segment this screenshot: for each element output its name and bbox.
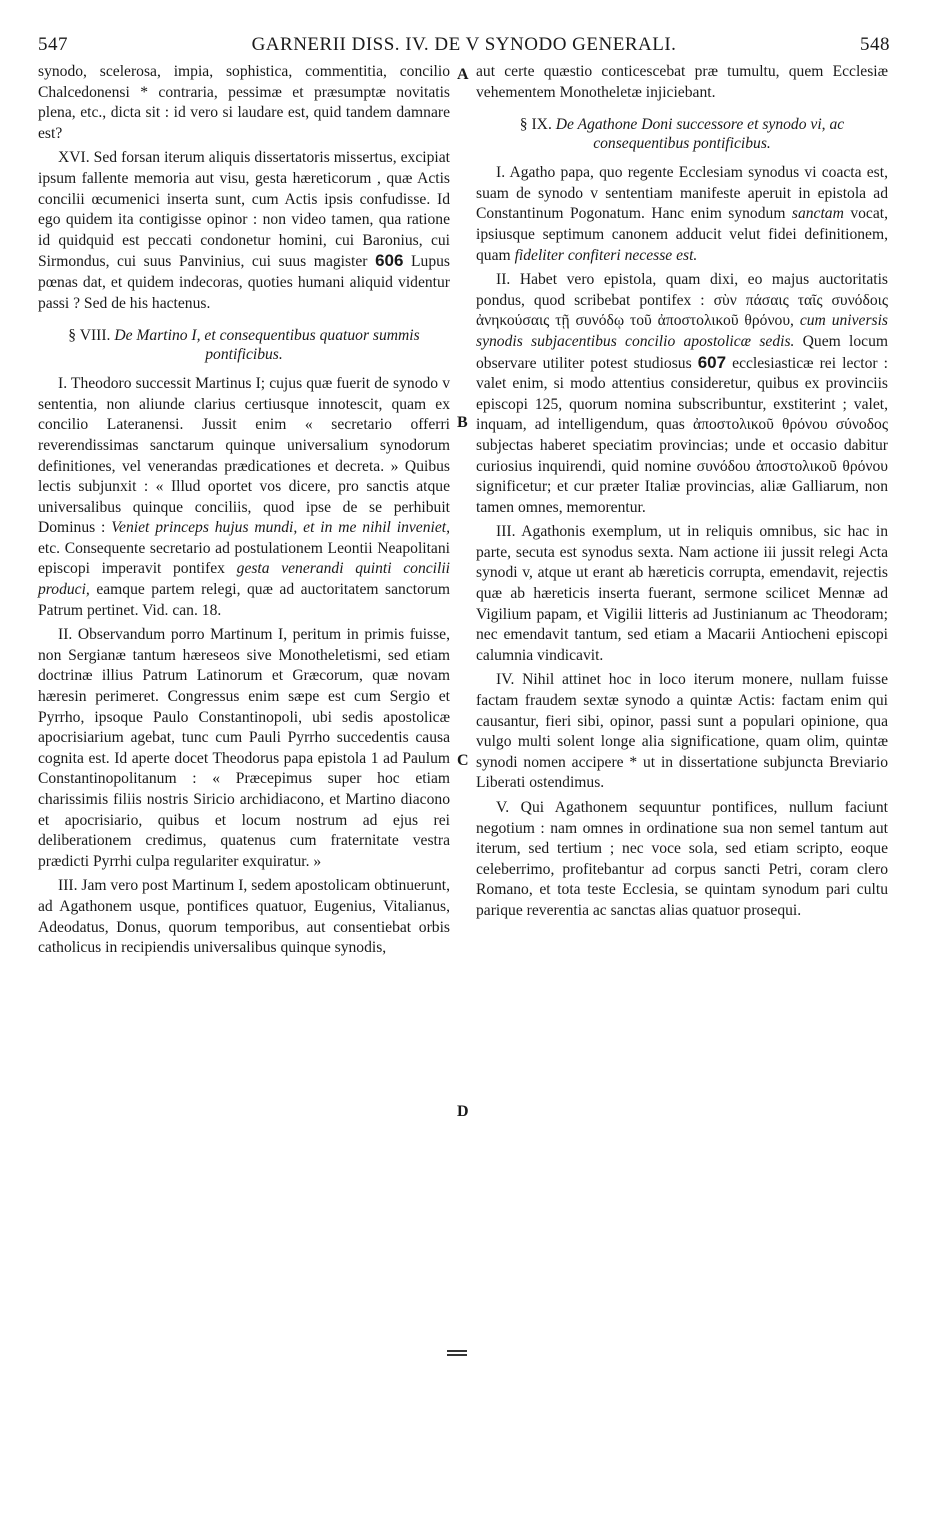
section-heading-viii: § VIII. De Martino I, et consequentibus quatuor summis pontificibus. — [68, 327, 420, 364]
running-title: GARNERII DISS. IV. DE V SYNODO GENERALI. — [251, 34, 677, 55]
paragraph: III. Agathonis exemplum, ut in reliquis omnibus, sic hac in parte, secuta est synodus sexta. Nam actione iii jussit relegi Acta synodi v, atque ut erant ab hæreticis corrupta, emendavit, rejectis quæ ab hæreticis inserta fuerant, sermone scilicet Mennæ ad Vigilium papam, et Vigilii litteris ad Justinianum ac Theodoram; nec emendavit tantum, sed etiam a Macarii Antiocheni episcopi calumnia vindicavit. — [476, 523, 888, 664]
paragraph: XVI. Sed forsan iterum aliquis dissertatoris missertus, excipiat ipsum fallente memoria aut visu, gesta hæreticorum , quæ Actis concilii œcumenici inserta sunt, cum Actis ipsis confudisse. Id ego quidem ita contigisse opinor : non video tamen, qua ratione id quidquid est peccati condonetur homini, cui Baronius, cui Sirmondus, cui suus Panvinius, cui suus magister 606 Lupus pœnas dat, et quidem indecoras, quoties humani aliquid videntur passi ? Sed de his hactenus. — [38, 149, 450, 312]
page-number-right: 548 — [860, 34, 890, 55]
paragraph: I. Theodoro successit Martinus I; cujus quæ fuerit de synodo v sententia, non aliunde clarius certiusque innotescit, quam ex concilio Lateranensi. Jussit enim « secretario offerri reverendissimas sanctarum quinque universalium synodorum definitiones, vel venerandas prædicationes et decreta. » Quibus lectis subjunxit : « Illud oportet vos dicere, pro sanctis atque universalibus quinque conciliis, quod ipse de se perhibuit Dominus : Veniet princeps hujus mundi, et in me nihil inveniet, etc. Consequente secretario ad postulationem Leontii Neapolitani episcopi imperavit pontifex gesta venerandi quinti concilii produci, eamque partem relegi, quæ ad auctoritatem sanctorum Patrum pertinet. Vid. can. 18. — [38, 375, 450, 619]
margin-letter-d: D — [457, 1103, 469, 1120]
paragraph: II. Observandum porro Martinum I, peritum in primis fuisse, non Sergianæ tantum hæreseos sive Monotheletismi, sed etiam doctrinæ illius Patrum Latinorum et Græcorum, quæ novam hæresin perimeret. Congressus enim sæpe est cum Sergio et Pyrrho, ipsoque Paulo Constantinopoli, ubi sedis apostolicæ apocrisiarium agebat, tunc cum Pauli Pyrrho succedentis causa cognita est. Id aperte docet Theodorus papa epistola 1 ad Paulum Constantinopolitanum : « Præcepimus super hoc etiam charissimis filiis nostris Siricio archidiacono, et Martino diacono et apocrisiario, quibus et locum nostrum ad ejus rei deliberationem credimus, quatenus cum fraternitate vestra prædicti Pyrrhi culpa regulariter exquiratur. » — [38, 626, 450, 870]
right-column — [476, 62, 888, 926]
page-number-left: 547 — [38, 34, 68, 55]
paragraph: I. Agatho papa, quo regente Ecclesiam synodus vi coacta est, suam de synodo v sententiam manifeste aperuit in epistola ad Constantinum Pogonatum. Hanc enim synodum sanctam vocat, ipsiusque septimum canonem adducit velut fidei definitionem, quam fideliter confiteri necesse est. — [476, 164, 888, 264]
paragraph: III. Jam vero post Martinum I, sedem apostolicam obtinuerunt, ad Agathonem usque, pontifices quatuor, Eugenius, Vitalianus, Adeodatus, Donus, quorum temporibus, aut consentiebat orbis catholicus in recipiendis universalibus quinque synodis, — [38, 877, 450, 957]
paragraph: aut certe quæstio conticescebat præ tumultu, quem Ecclesiæ vehementem Monotheletæ injiciebant. — [476, 63, 888, 101]
section-heading-ix: § IX. De Agathone Doni successore et synodo vi, ac consequentibus pontificibus. — [519, 116, 845, 153]
margin-letter-c: C — [457, 752, 469, 769]
paragraph: IV. Nihil attinet hoc in loco iterum monere, nullam fuisse factam fraudem sextæ synodo a quintæ Actis: factam enim qui causantur, fieri sibi, opinor, passi sunt a populari opinione, qua vulgo multi solent longe alia significatione, quam olim, quintæ synodi nomen accipere * ut in dissertatione subjuncta Breviario Liberati ostendimus. — [476, 671, 888, 792]
running-header — [38, 34, 890, 60]
margin-letter-b: B — [457, 414, 468, 431]
column-number-607: 607 — [697, 352, 727, 372]
paragraph: II. Habet vero epistola, quam dixi, eo majus auctoritatis pondus, quod scribebat pontifex : σὺν πάσαις ταῖς συνόδοις ἀνηκούσαις τῇ συνόδῳ τοῦ ἀποστολικοῦ θρόνου, cum universis synodis subjacentibus concilio apostolicæ sedis. Quem locum observare utiliter potest studiosus 607 ecclesiasticæ rei lector : valet enim, si modo attentius consideretur, quibus ex provinciis episcopi 125, quorum nomina subscribuntur, exstiterint ; valet, inquam, ad intelligendum, quas ἀποστολικοῦ θρόνου σύνοδος subjectas haberet speciatim provincias; unde et occasio dabitur curiosius inquirendi, quid nomine συνόδου ἀποστολικοῦ θρόνου significetur; et cur præter Italiæ provincias, aliæ Galliarum, non tamen omnes, memorentur. — [476, 271, 889, 516]
column-number-606: 606 — [375, 251, 404, 271]
paragraph: V. Qui Agathonem sequuntur pontifices, nullum faciunt negotium : nam omnes in ordinatione sua non semel tantum aut iterum, sed tertium ; nec voce sola, sed etiam scripto, eoque celeberrimo, profitebantur ad corpus sancti Petri, coram clero Romano, et tota teste Ecclesia, se quintam synodum pari cultu parique reverentia ac sanctas alias quatuor prosequi. — [476, 799, 888, 919]
margin-letter-a: A — [457, 66, 469, 83]
end-ornament-icon — [447, 1350, 467, 1358]
paragraph: synodo, scelerosa, impia, sophistica, commentitia, concilio Chalcedonensi * contraria, pessimæ et præsumptæ novitatis plena, etc., dicta sit : id vero si laudare est, quid tandem damnare est? — [38, 63, 450, 142]
left-column — [38, 62, 450, 963]
